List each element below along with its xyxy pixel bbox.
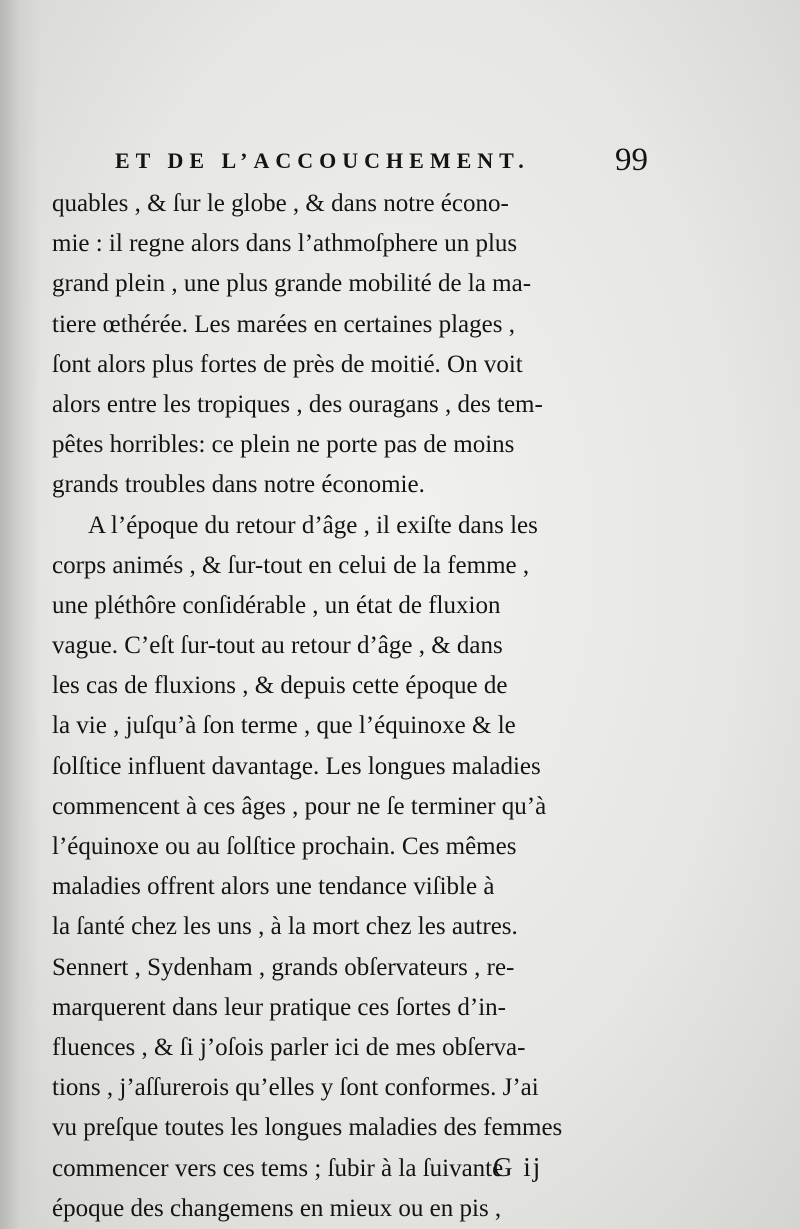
text-line: l’équinoxe ou au ſolſtice prochain. Ces mêmes [52, 833, 517, 860]
text-line: une pléthôre conſidérable , un état de fluxion [52, 591, 501, 619]
text-line: tions , j’aſſurerois qu’elles y ſont conformes. J’ai [52, 1074, 539, 1102]
running-head-title: ET DE L’ACCOUCHEMENT. [115, 148, 530, 173]
text-line: commencent à ces âges , pour ne ſe terminer qu’à [52, 792, 547, 820]
text-line: corps animés , & ſur-tout en celui de la femme , [52, 551, 530, 579]
text-line: grand plein , une plus grande mobilité de la ma- [52, 270, 532, 298]
text-line: grands troubles dans notre économie. [52, 471, 425, 499]
body-text [52, 184, 652, 1229]
text-line: quables , & ſur le globe , & dans notre écono- [52, 190, 509, 217]
text-line: la vie , juſqu’à ſon terme , que l’équinoxe & le [52, 712, 516, 740]
text-line: fluences , & ſi j’oſois parler ici de mes obſerva- [52, 1033, 526, 1061]
text-line: tiere œthérée. Les marées en certaines plages , [52, 310, 515, 338]
text-line: Sennert , Sydenham , grands obſervateurs , re- [52, 953, 515, 981]
text-line: ſont alors plus fortes de près de moitié. On voit [52, 350, 523, 378]
text-line: maladies offrent alors une tendance viſible à [52, 873, 495, 901]
text-line: la ſanté chez les uns , à la mort chez les autres. [52, 913, 518, 941]
text-line: époque des changemens en mieux ou en pis , [52, 1194, 502, 1222]
text-line: vague. C’eſt ſur-tout au retour d’âge , & dans [52, 632, 503, 660]
page-gutter-shadow [0, 0, 40, 1229]
text-line: vu preſque toutes les longues maladies des femmes [52, 1114, 563, 1142]
text-line: ſolſtice influent davantage. Les longues maladies [52, 752, 541, 780]
running-head [115, 142, 660, 184]
text-line: marquerent dans leur pratique ces ſortes d’in- [52, 993, 506, 1021]
text-line: les cas de fluxions , & depuis cette époque de [52, 672, 508, 700]
page-number: 99 [615, 142, 648, 178]
text-line: mie : il regne alors dans l’athmoſphere un plus [52, 230, 518, 258]
text-line: commencer vers ces tems ; ſubir à la ſuivante [52, 1154, 504, 1182]
paragraph-start-line: A l’époque du retour d’âge , il exiſte dans les [88, 511, 538, 539]
text-line: pêtes horribles: ce plein ne porte pas de moins [52, 431, 515, 459]
signature-mark: G ij [493, 1152, 543, 1182]
text-line: alors entre les tropiques , des ouragans , des tem- [52, 390, 543, 418]
